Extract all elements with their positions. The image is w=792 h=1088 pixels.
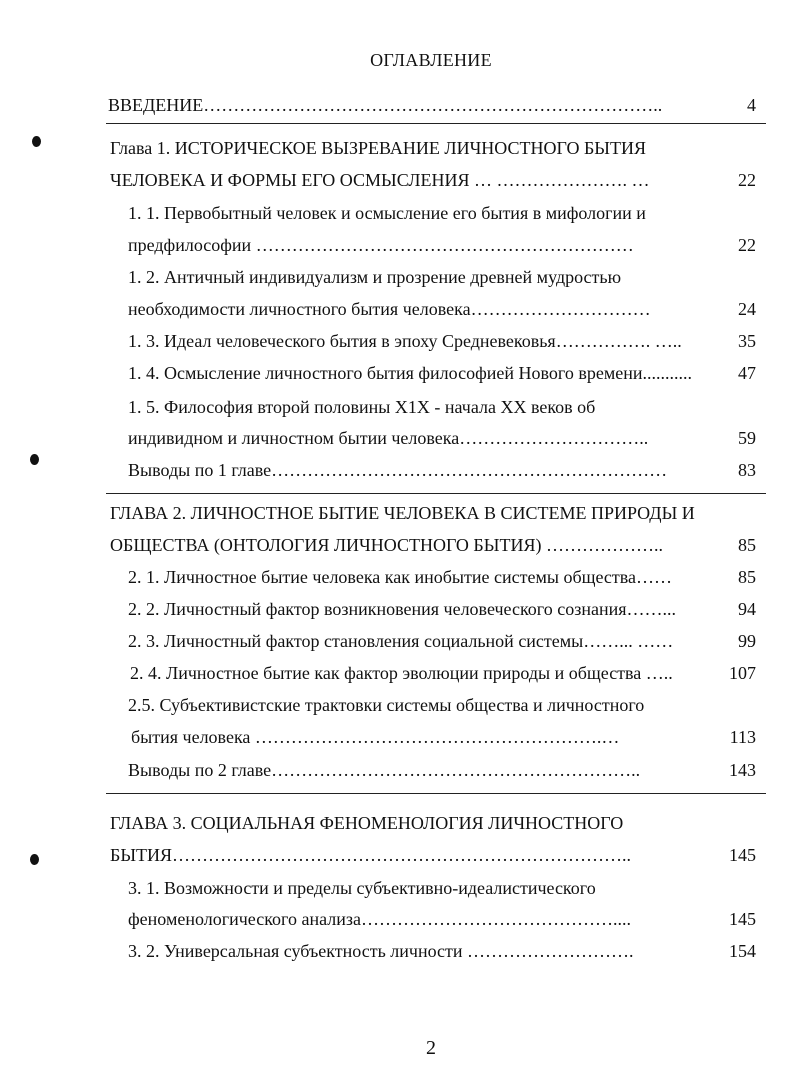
toc-entry-section-1-3[interactable]: 1. 3. Идеал человеческого бытия в эпоху Средневековья……………. …..	[128, 331, 682, 351]
separator-line	[106, 793, 766, 794]
toc-entry-chapter-3-cont[interactable]: БЫТИЯ…………………………………………………………………..	[110, 845, 632, 865]
toc-entry-section-2-3[interactable]: 2. 3. Личностный фактор становления социальной системы……... ……	[128, 631, 674, 651]
toc-page-number: 47	[738, 363, 756, 383]
toc-entry-chapter-1-cont[interactable]: ЧЕЛОВЕКА И ФОРМЫ ЕГО ОСМЫСЛЕНИЯ … …………………. …	[110, 170, 650, 190]
toc-entry-section-3-2[interactable]: 3. 2. Универсальная субъектность личности ……………………….	[128, 941, 634, 961]
toc-entry-section-1-5-cont[interactable]: индивидном и личностном бытии человека…………………………..	[128, 428, 649, 448]
page-title: ОГЛАВЛЕНИЕ	[370, 50, 492, 70]
toc-entry-section-1-2[interactable]: 1. 2. Античный индивидуализм и прозрение древней мудростью	[128, 267, 622, 287]
toc-page-number: 99	[738, 631, 756, 651]
toc-entry-section-1-1[interactable]: 1. 1. Первобытный человек и осмысление его бытия в мифологии и	[128, 203, 646, 223]
margin-bullet	[30, 454, 39, 465]
toc-page-number: 22	[738, 235, 756, 255]
toc-entry-chapter-2[interactable]: ГЛАВА 2. ЛИЧНОСТНОЕ БЫТИЕ ЧЕЛОВЕКА В СИСТЕМЕ ПРИРОДЫ И	[110, 503, 695, 523]
toc-page-number: 85	[738, 535, 756, 555]
toc-page-number: 4	[747, 95, 756, 115]
toc-entry-section-3-1-cont[interactable]: феноменологического анализа……………………………………....	[128, 909, 631, 929]
toc-entry-introduction[interactable]: ВВЕДЕНИЕ…………………………………………………………………..	[108, 95, 663, 115]
toc-entry-section-2-5-cont[interactable]: бытия человека ………………………………………………….…	[131, 727, 620, 747]
toc-entry-chapter-3[interactable]: ГЛАВА 3. СОЦИАЛЬНАЯ ФЕНОМЕНОЛОГИЯ ЛИЧНОСТНОГО	[110, 813, 624, 833]
margin-bullet	[32, 136, 41, 147]
toc-entry-conclusions-1[interactable]: Выводы по 1 главе…………………………………………………………	[128, 460, 668, 480]
toc-page-number: 143	[729, 760, 756, 780]
separator-line	[106, 493, 766, 494]
toc-page-number: 59	[738, 428, 756, 448]
toc-entry-section-1-5[interactable]: 1. 5. Философия второй половины Х1Х - начала ХХ веков об	[128, 397, 596, 417]
toc-entry-chapter-2-cont[interactable]: ОБЩЕСТВА (ОНТОЛОГИЯ ЛИЧНОСТНОГО БЫТИЯ) ………………..	[110, 535, 663, 555]
toc-page-number: 145	[729, 909, 756, 929]
toc-entry-chapter-1[interactable]: Глава 1. ИСТОРИЧЕСКОЕ ВЫЗРЕВАНИЕ ЛИЧНОСТНОГО БЫТИЯ	[110, 138, 647, 158]
toc-entry-section-2-5[interactable]: 2.5. Субъективистские трактовки системы общества и личностного	[128, 695, 645, 715]
separator-line	[106, 123, 766, 124]
margin-bullet	[30, 854, 39, 865]
toc-entry-section-1-4[interactable]: 1. 4. Осмысление личностного бытия философией Нового времени...........	[128, 363, 692, 383]
toc-page-number: 145	[729, 845, 756, 865]
toc-entry-section-2-1[interactable]: 2. 1. Личностное бытие человека как инобытие системы общества……	[128, 567, 673, 587]
toc-entry-section-2-2[interactable]: 2. 2. Личностный фактор возникновения человеческого сознания……...	[128, 599, 677, 619]
toc-entry-conclusions-2[interactable]: Выводы по 2 главе……………………………………………………..	[128, 760, 641, 780]
page-number: 2	[426, 1037, 436, 1059]
toc-entry-section-3-1[interactable]: 3. 1. Возможности и пределы субъективно-идеалистического	[128, 878, 596, 898]
toc-page-number: 154	[729, 941, 756, 961]
toc-page-number: 113	[729, 727, 756, 747]
toc-page-number: 22	[738, 170, 756, 190]
toc-page-number: 85	[738, 567, 756, 587]
toc-page-number: 94	[738, 599, 756, 619]
toc-entry-section-1-2-cont[interactable]: необходимости личностного бытия человека…………………………	[128, 299, 651, 319]
toc-page-number: 107	[729, 663, 756, 683]
toc-page-number: 35	[738, 331, 756, 351]
toc-page-number: 83	[738, 460, 756, 480]
toc-page-number: 24	[738, 299, 756, 319]
toc-entry-section-1-1-cont[interactable]: предфилософии ………………………………………………………	[128, 235, 634, 255]
toc-entry-section-2-4[interactable]: 2. 4. Личностное бытие как фактор эволюции природы и общества …..	[130, 663, 673, 683]
